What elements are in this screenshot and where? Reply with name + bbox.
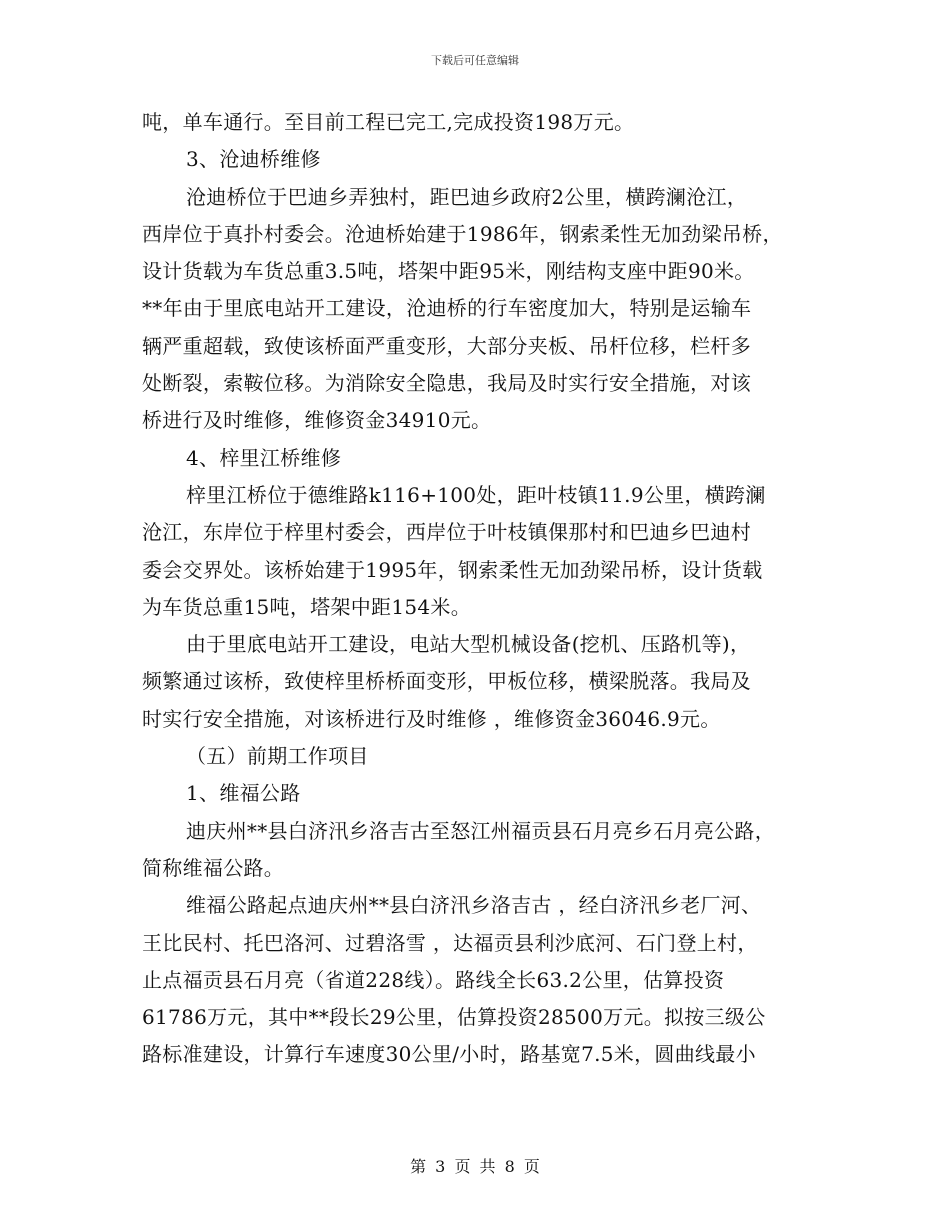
text-line: 简称维福公路。 xyxy=(142,855,285,880)
text-line: 3、沧迪桥维修 xyxy=(186,147,321,172)
text-line: 4、梓里江桥维修 xyxy=(186,445,342,470)
text-line: 王比民村、托巴洛河、过碧洛雪 ，达福贡县利沙底河、石门登上村， xyxy=(142,930,758,955)
text-line: 辆严重超载，致使该桥面严重变形，大部分夹板、吊杆位移，栏杆多 xyxy=(142,333,751,358)
text-line: 由于里底电站开工建设，电站大型机械设备(挖机、压路机等)， xyxy=(186,632,751,657)
text-line: 61786万元，其中**段长29公里，估算投资28500万元。拟按三级公 xyxy=(142,1005,766,1030)
text-line: 为车货总重15吨，塔架中距154米。 xyxy=(142,594,472,619)
text-line: 吨，单车通行。至目前工程已完工,完成投资198万元。 xyxy=(142,110,635,134)
page-header: 下载后可任意编辑 xyxy=(431,54,519,67)
text-line: 止点福贡县石月亮（省道228线）。路线全长63.2公里，估算投资 xyxy=(142,967,725,992)
text-line: 路标准建设，计算行车速度30公里/小时，路基宽7.5米，圆曲线最小 xyxy=(142,1042,756,1067)
text-line: 桥进行及时维修，维修资金34910元。 xyxy=(142,408,492,433)
text-line: 梓里江桥位于德维路k116+100处，距叶枝镇11.9公里，横跨澜 xyxy=(186,482,766,507)
page-footer: 第 3 页 共 8 页 xyxy=(410,1157,540,1176)
document-body xyxy=(142,104,822,1074)
text-line: 沧江，东岸位于梓里村委会，西岸位于叶枝镇倮那村和巴迪乡巴迪村 xyxy=(142,520,751,545)
text-line: 委会交界处。该桥始建于1995年，钢索柔性无加劲梁吊桥，设计货载 xyxy=(142,557,763,582)
text-line: 处断裂，索鞍位移。为消除安全隐患，我局及时实行安全措施，对该 xyxy=(142,371,751,396)
text-line: 沧迪桥位于巴迪乡弄独村，距巴迪乡政府2公里，横跨澜沧江， xyxy=(186,184,748,209)
text-line: 迪庆州**县白济汛乡洛吉古至怒江州福贡县石月亮乡石月亮公路， xyxy=(186,818,775,843)
text-line: 西岸位于真扑村委会。沧迪桥始建于1986年，钢索柔性无加劲梁吊桥， xyxy=(142,221,783,246)
text-line: **年由于里底电站开工建设，沧迪桥的行车密度加大，特别是运输车 xyxy=(142,296,752,321)
text-line: 维福公路起点迪庆州**县白济汛乡洛吉古 ，经白济汛乡老厂河、 xyxy=(186,893,762,918)
text-line: 频繁通过该桥，致使梓里桥桥面变形，甲板位移，横梁脱落。我局及 xyxy=(142,669,751,694)
text-line: （五）前期工作项目 xyxy=(186,744,369,769)
text-line: 设计货载为车货总重3.5吨，塔架中距95米，刚结构支座中距90米。 xyxy=(142,259,755,284)
text-line: 时实行安全措施，对该桥进行及时维修 ，维修资金36046.9元。 xyxy=(142,706,721,731)
text-line: 1、维福公路 xyxy=(186,781,301,806)
